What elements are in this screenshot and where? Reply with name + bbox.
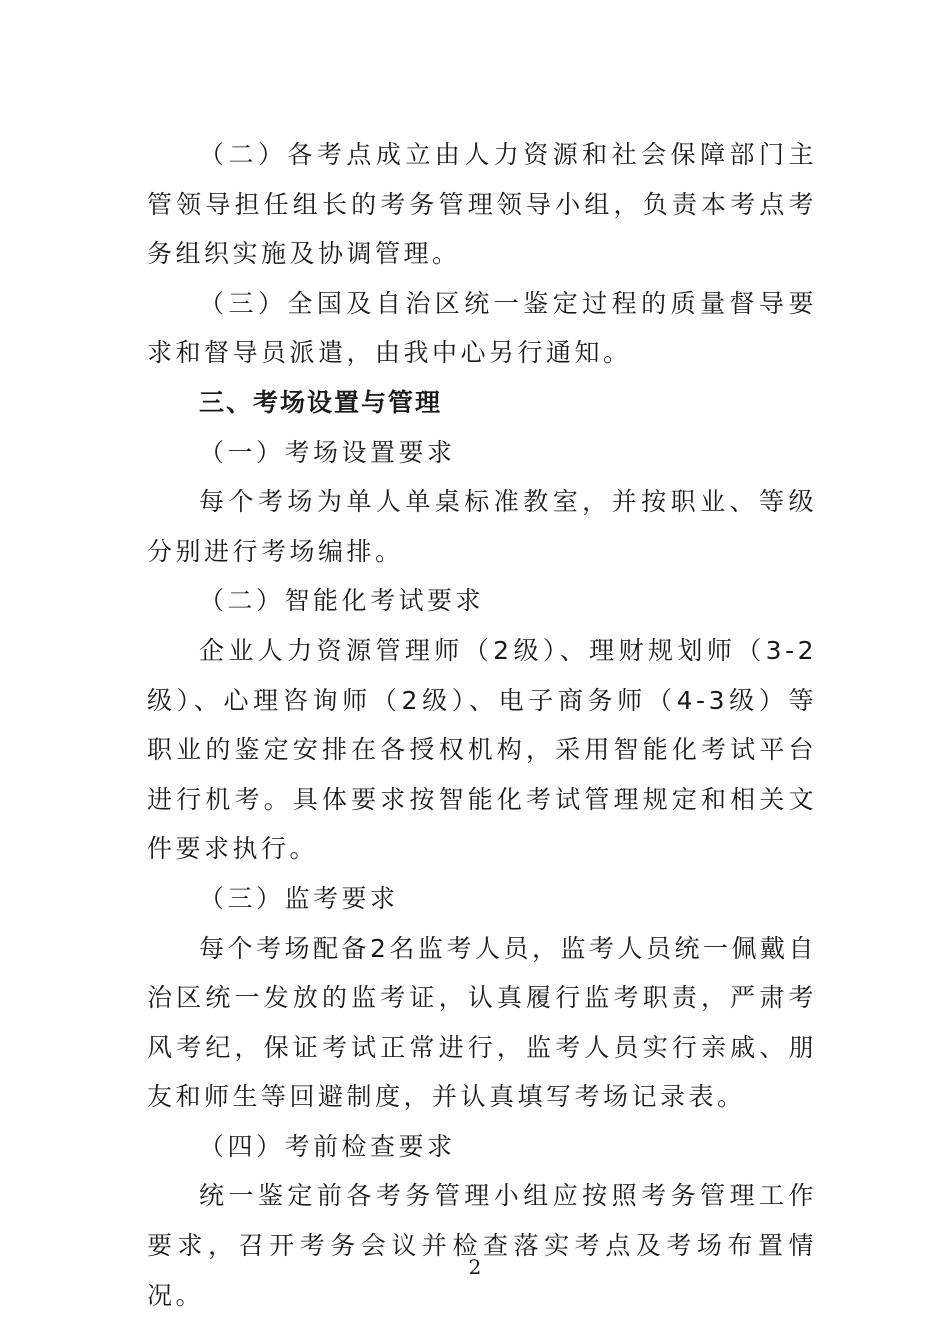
paragraph-quality-supervision: （三）全国及自治区统一鉴定过程的质量督导要求和督导员派遣，由我中心另行通知。 — [147, 288, 817, 368]
paragraph-smart-exam: 企业人力资源管理师（2级）、理财规划师（3-2级）、心理咨询师（2级）、电子商务师（4-3级）等职业的鉴定安排在各授权机构，采用智能化考试平台进行机考。具体要求按智能化考试管理规定和相关文件要求执行。 — [147, 635, 817, 864]
subheading-pre-exam-check: （四）考前检查要求 — [199, 1131, 456, 1161]
paragraph-invigilation: 每个考场配备2名监考人员，监考人员统一佩戴自治区统一发放的监考证，认真履行监考职责，严肃考风考纪，保证考试正常进行，监考人员实行亲戚、朋友和师生等回避制度，并认真填写考场记录表。 — [147, 933, 817, 1112]
subheading-invigilation: （三）监考要求 — [199, 883, 399, 913]
subheading-room-setup: （一）考场设置要求 — [199, 437, 456, 467]
subheading-smart-exam: （二）智能化考试要求 — [199, 586, 485, 616]
paragraph-pre-exam-check: 统一鉴定前各考务管理小组应按照考务管理工作要求，召开考务会议并检查落实考点及考场布置情况。 — [147, 1181, 817, 1310]
page-number: 2 — [468, 1255, 482, 1279]
paragraph-room-setup: 每个考场为单人单桌标准教室，并按职业、等级分别进行考场编排。 — [147, 487, 817, 566]
document-body — [147, 130, 817, 1320]
paragraph-exam-leadership-group: （二）各考点成立由人力资源和社会保障部门主管领导担任组长的考务管理领导小组，负责本考点考务组织实施及协调管理。 — [147, 140, 817, 269]
section-heading-exam-room: 三、考场设置与管理 — [199, 387, 443, 417]
